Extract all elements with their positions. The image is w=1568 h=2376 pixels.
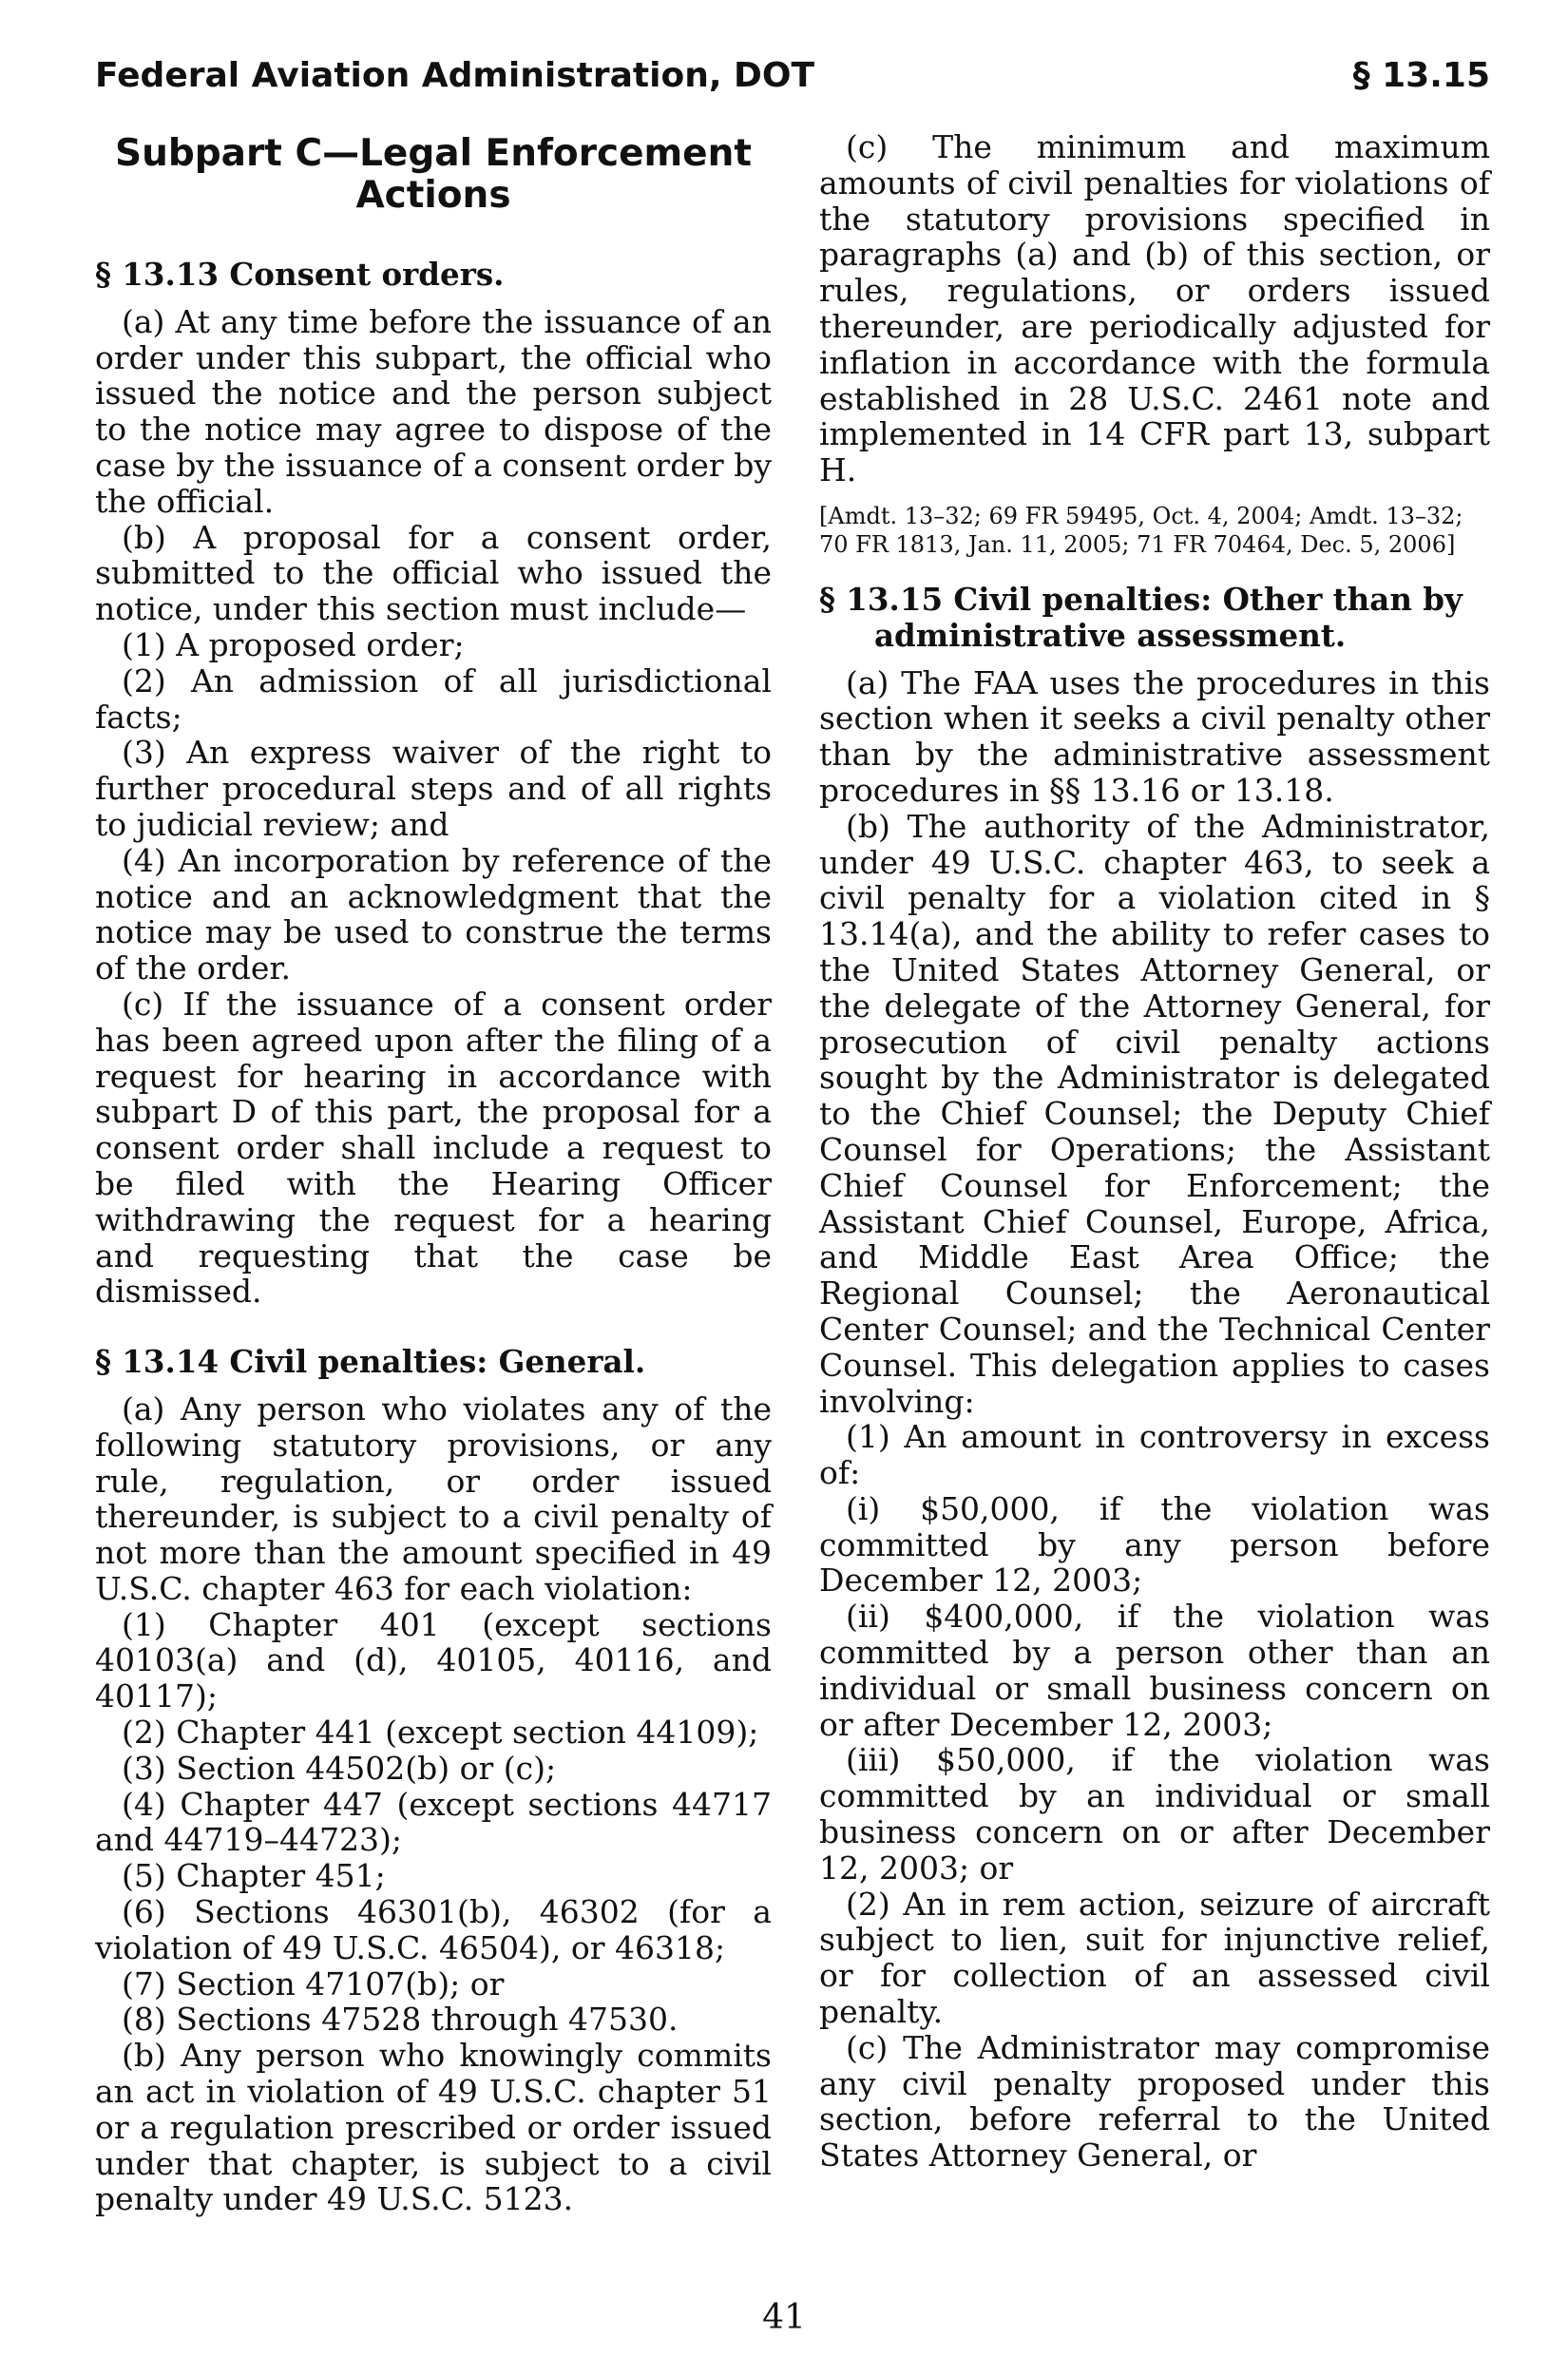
paragraph: (c) The Administrator may compromise any civil penalty proposed under this section, before referral to the United States Attorney General, or <box>819 2028 1490 2175</box>
running-header <box>95 51 1490 99</box>
page-number: 41 <box>762 2298 806 2337</box>
paragraph: (2) An admission of all jurisdictional facts; <box>95 661 772 736</box>
paragraph: (1) A proposed order; <box>122 625 465 663</box>
paragraph: (b) The authority of the Administrator, under 49 U.S.C. chapter 463, to seek a civil penalty for a violation cited in § 13.14(a), and the ability to refer cases to the United States Attorney General, or the delegate of the Attorney General, for prosecution of civil penalty actions sought by the Administrator is delegated to the Chief Counsel; the Deputy Chief Counsel for Operations; the Assistant Chief Counsel for Enforcement; the Assistant Chief Counsel, Europe, Africa, and Middle East Area Office; the Regional Counsel; the Aeronautical Center Counsel; and the Technical Center Counsel. This delegation applies to cases involving: <box>819 807 1490 1420</box>
paragraph: (4) Chapter 447 (except sections 44717 and 44719–44723); <box>95 1785 772 1859</box>
paragraph: (3) An express waiver of the right to further procedural steps and of all rights to judicial review; and <box>95 734 772 843</box>
right-column <box>819 129 1490 2174</box>
paragraph: (1) Chapter 401 (except sections 40103(a) and (d), 40105, 40116, and 40117); <box>95 1605 772 1715</box>
paragraph: (8) Sections 47528 through 47530. <box>122 2001 679 2039</box>
paragraph: (a) At any time before the issuance of an order under this subpart, the official who issued the notice and the person subject to the notice may agree to dispose of the case by the issuance of a consent order by the official. <box>95 302 772 520</box>
paragraph: (b) Any person who knowingly commits an act in violation of 49 U.S.C. chapter 51 or a regulation prescribed or order issued under that chapter, is subject to a civil penalty under 49 U.S.C. 5123. <box>95 2037 772 2218</box>
amendment-citation: [Amdt. 13–32; 69 FR 59495, Oct. 4, 2004; Amdt. 13–32; 70 FR 1813, Jan. 11, 2005; 71 FR 70464, Dec. 5, 2006] <box>819 502 1463 558</box>
paragraph: (2) An in rem action, seizure of aircraft subject to lien, suit for injunctive relief, or for collection of an assessed civil penalty. <box>819 1885 1490 2031</box>
paragraph: (a) Any person who violates any of the following statutory provisions, or any rule, regulation, or order issued thereunder, is subject to a civil penalty of not more than the amount specified in 49 U.S.C. chapter 463 for each violation: <box>95 1389 772 1607</box>
paragraph: (2) Chapter 441 (except section 44109); <box>122 1714 759 1752</box>
paragraph: (5) Chapter 451; <box>122 1857 386 1895</box>
subpart-title: Subpart C—Legal Enforcement Actions <box>114 132 753 217</box>
paragraph: (3) Section 44502(b) or (c); <box>122 1749 557 1787</box>
paragraph: (6) Sections 46301(b), 46302 (for a violation of 49 U.S.C. 46504), or 46318; <box>95 1893 772 1966</box>
paragraph: (c) The minimum and maximum amounts of civil penalties for violations of the statutory provisions specified in paragraphs (a) and (b) of this section, or rules, regulations, or orders issued thereunder, are periodically adjusted for inflation in accordance with the formula established in 28 U.S.C. 2461 note and implemented in 14 CFR part 13, subpart H. <box>819 128 1490 489</box>
paragraph: (b) A proposal for a consent order, submitted to the official who issued the notice, under this section must include— <box>95 518 772 628</box>
paragraph: (i) $50,000, if the violation was committed by any person before December 12, 2003; <box>819 1489 1490 1600</box>
agency-title: Federal Aviation Administration, DOT <box>95 55 815 95</box>
section-heading-13-14: § 13.14 Civil penalties: General. <box>95 1343 646 1381</box>
paragraph: (ii) $400,000, if the violation was committed by a person other than an individual or small business concern on or after December 12, 2003; <box>819 1598 1490 1743</box>
paragraph: (iii) $50,000, if the violation was committed by an individual or small business concern on or after December 12, 2003; or <box>819 1741 1490 1887</box>
paragraph: (c) If the issuance of a consent order has been agreed upon after the filing of a request for hearing in accordance with subpart D of this part, the proposal for a consent order shall include a request to be filed with the Hearing Officer withdrawing the request for a hearing and requesting that the case be dismissed. <box>95 985 772 1311</box>
paragraph: (4) An incorporation by reference of the notice and an acknowledgment that the notice may be used to construe the terms of the order. <box>95 841 772 987</box>
paragraph: (7) Section 47107(b); or <box>122 1964 505 2002</box>
left-column <box>95 129 772 2217</box>
section-heading-13-15: § 13.15 Civil penalties: Other than by administrative assessment. <box>819 580 1463 654</box>
section-heading-13-13: § 13.13 Consent orders. <box>95 256 505 293</box>
paragraph: (1) An amount in controversy in excess of: <box>819 1418 1490 1492</box>
section-marker: § 13.15 <box>1352 55 1490 95</box>
paragraph: (a) The FAA uses the procedures in this section when it seeks a civil penalty other than by the administrative assessment procedures in §§ 13.16 or 13.18. <box>819 663 1490 809</box>
